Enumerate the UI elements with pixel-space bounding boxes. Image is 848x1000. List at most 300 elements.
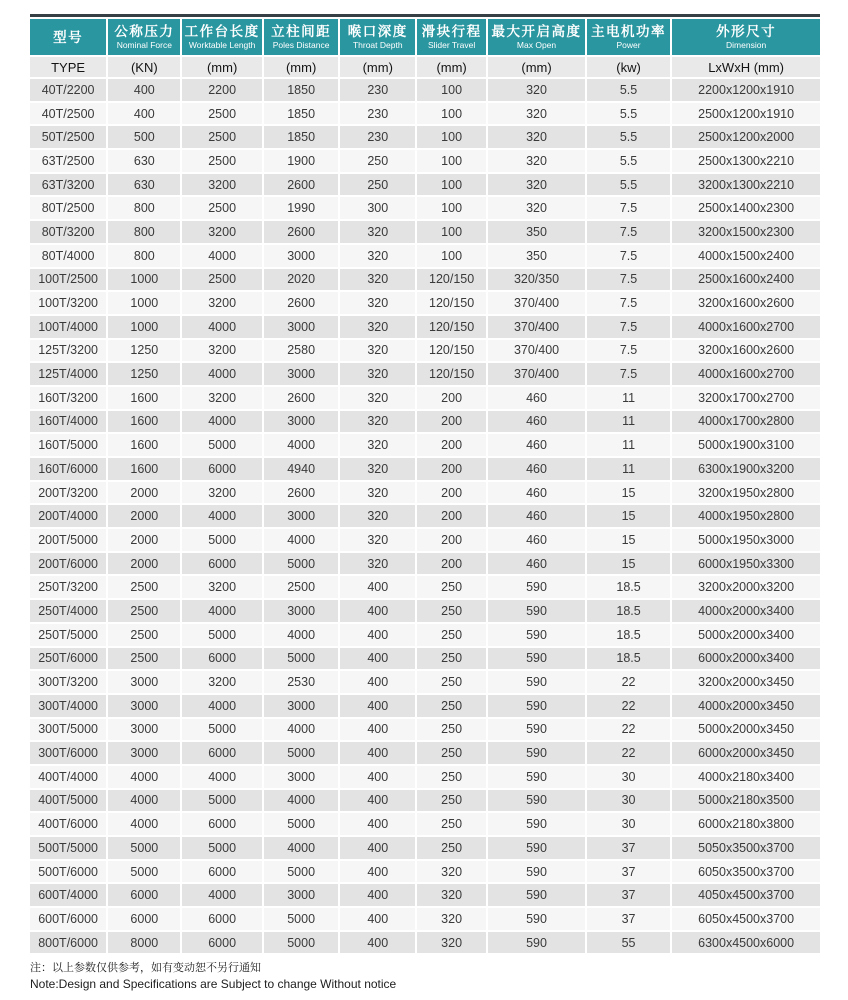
table-row (30, 314, 820, 338)
table-cell: 4050x4500x3700 (672, 882, 820, 906)
table-cell: 5000x2000x3450 (672, 717, 820, 741)
unit-cell: (mm) (417, 55, 488, 77)
table-cell: 320 (340, 267, 417, 291)
table-cell: 3200 (182, 219, 263, 243)
table-cell: 250T/4000 (30, 598, 108, 622)
unit-cell: (mm) (264, 55, 341, 77)
table-row (30, 835, 820, 859)
table-cell: 5000 (182, 622, 263, 646)
table-cell: 160T/3200 (30, 385, 108, 409)
table-cell: 250 (417, 764, 488, 788)
column-header-row (30, 19, 820, 55)
table-cell: 1600 (108, 385, 182, 409)
table-cell: 3000 (264, 764, 341, 788)
table-cell: 6000 (108, 906, 182, 930)
table-cell: 6000 (182, 740, 263, 764)
table-row (30, 101, 820, 125)
table-cell: 5000x1900x3100 (672, 432, 820, 456)
table-cell: 4000 (182, 764, 263, 788)
table-cell: 200 (417, 480, 488, 504)
table-cell: 160T/4000 (30, 409, 108, 433)
table-cell: 5000 (108, 859, 182, 883)
table-cell: 4000 (264, 788, 341, 812)
table-cell: 4000 (182, 882, 263, 906)
table-cell: 320 (340, 409, 417, 433)
column-header-en: Worktable Length (188, 40, 256, 50)
table-row (30, 172, 820, 196)
table-cell: 6000 (108, 882, 182, 906)
table-cell: 350 (488, 219, 587, 243)
table-cell: 3200 (182, 480, 263, 504)
table-cell: 4000x2000x3400 (672, 598, 820, 622)
table-cell: 200 (417, 456, 488, 480)
column-header-en: Dimension (726, 40, 767, 50)
table-row (30, 338, 820, 362)
table-row (30, 551, 820, 575)
table-cell: 320 (488, 101, 587, 125)
table-cell: 2500x1200x1910 (672, 101, 820, 125)
table-cell: 320 (340, 456, 417, 480)
table-cell: 3000 (264, 503, 341, 527)
table-cell: 100T/4000 (30, 314, 108, 338)
table-cell: 2000 (108, 503, 182, 527)
table-cell: 400 (340, 906, 417, 930)
table-cell: 37 (587, 835, 672, 859)
table-cell: 2600 (264, 172, 341, 196)
table-cell: 1850 (264, 101, 341, 125)
table-row (30, 788, 820, 812)
table-cell: 100T/3200 (30, 290, 108, 314)
table-cell: 800 (108, 243, 182, 267)
table-cell: 4000x1950x2800 (672, 503, 820, 527)
table-cell: 320 (340, 385, 417, 409)
table-cell: 460 (488, 456, 587, 480)
table-cell: 250 (417, 811, 488, 835)
table-cell: 3200x1300x2210 (672, 172, 820, 196)
table-cell: 2600 (264, 385, 341, 409)
table-cell: 460 (488, 527, 587, 551)
table-cell: 2500 (182, 195, 263, 219)
table-cell: 320 (340, 503, 417, 527)
table-cell: 400 (340, 740, 417, 764)
table-cell: 6000 (182, 646, 263, 670)
table-row (30, 503, 820, 527)
unit-cell: (kw) (587, 55, 672, 77)
table-cell: 100 (417, 172, 488, 196)
table-cell: 1000 (108, 290, 182, 314)
table-cell: 3000 (108, 693, 182, 717)
table-cell: 1900 (264, 148, 341, 172)
table-cell: 500 (108, 124, 182, 148)
table-cell: 30 (587, 788, 672, 812)
table-cell: 400 (340, 788, 417, 812)
table-cell: 1990 (264, 195, 341, 219)
table-row (30, 456, 820, 480)
table-cell: 590 (488, 882, 587, 906)
table-cell: 250T/3200 (30, 574, 108, 598)
table-cell: 6000x1950x3300 (672, 551, 820, 575)
table-cell: 5000x2000x3400 (672, 622, 820, 646)
table-row (30, 598, 820, 622)
table-cell: 590 (488, 669, 587, 693)
table-cell: 400T/5000 (30, 788, 108, 812)
table-cell: 400T/6000 (30, 811, 108, 835)
table-cell: 3200 (182, 574, 263, 598)
table-row (30, 267, 820, 291)
table-cell: 1600 (108, 409, 182, 433)
table-cell: 5000 (182, 432, 263, 456)
table-cell: 590 (488, 693, 587, 717)
table-cell: 5000x1950x3000 (672, 527, 820, 551)
table-cell: 5000 (264, 740, 341, 764)
table-cell: 400 (340, 693, 417, 717)
table-cell: 200T/3200 (30, 480, 108, 504)
table-cell: 400 (108, 77, 182, 101)
table-cell: 80T/4000 (30, 243, 108, 267)
table-cell: 3000 (108, 669, 182, 693)
table-cell: 3200x2000x3450 (672, 669, 820, 693)
column-header-zh: 外形尺寸 (716, 24, 777, 39)
table-cell: 400 (340, 598, 417, 622)
column-header (672, 19, 820, 55)
column-header-en: Throat Depth (352, 40, 403, 50)
unit-cell: (mm) (340, 55, 417, 77)
table-cell: 590 (488, 598, 587, 622)
table-cell: 15 (587, 480, 672, 504)
table-cell: 250 (417, 717, 488, 741)
top-border-line (30, 14, 820, 17)
table-cell: 4000 (182, 598, 263, 622)
table-cell: 400 (340, 669, 417, 693)
table-cell: 100 (417, 101, 488, 125)
table-cell: 22 (587, 693, 672, 717)
table-row (30, 432, 820, 456)
table-cell: 100 (417, 77, 488, 101)
table-cell: 800 (108, 219, 182, 243)
table-cell: 6300x4500x6000 (672, 930, 820, 954)
table-cell: 6000 (182, 859, 263, 883)
table-cell: 3200x1600x2600 (672, 338, 820, 362)
table-cell: 18.5 (587, 574, 672, 598)
table-cell: 5.5 (587, 172, 672, 196)
table-cell: 37 (587, 859, 672, 883)
table-row (30, 124, 820, 148)
table-cell: 2500x1400x2300 (672, 195, 820, 219)
table-cell: 6000x2000x3450 (672, 740, 820, 764)
table-cell: 3200x1500x2300 (672, 219, 820, 243)
table-cell: 300T/5000 (30, 717, 108, 741)
table-cell: 30 (587, 764, 672, 788)
table-row (30, 385, 820, 409)
table-cell: 590 (488, 930, 587, 954)
column-header (182, 19, 263, 55)
table-cell: 11 (587, 456, 672, 480)
table-cell: 300T/3200 (30, 669, 108, 693)
table-cell: 400 (340, 882, 417, 906)
table-cell: 400 (340, 835, 417, 859)
table-cell: 18.5 (587, 646, 672, 670)
table-cell: 3000 (108, 717, 182, 741)
table-row (30, 717, 820, 741)
table-cell: 320 (340, 480, 417, 504)
table-cell: 6000 (182, 930, 263, 954)
table-cell: 22 (587, 669, 672, 693)
column-header-zh: 喉口深度 (347, 24, 408, 39)
table-cell: 5000 (182, 788, 263, 812)
table-cell: 120/150 (417, 314, 488, 338)
table-cell: 200 (417, 432, 488, 456)
table-cell: 1850 (264, 77, 341, 101)
table-cell: 2530 (264, 669, 341, 693)
table-cell: 320 (488, 124, 587, 148)
table-cell: 3200 (182, 385, 263, 409)
column-header-zh: 工作台长度 (184, 24, 260, 39)
table-cell: 370/400 (488, 361, 587, 385)
table-cell: 590 (488, 622, 587, 646)
table-cell: 300 (340, 195, 417, 219)
table-cell: 250 (417, 740, 488, 764)
table-row (30, 148, 820, 172)
table-cell: 6000 (182, 456, 263, 480)
table-cell: 11 (587, 409, 672, 433)
table-row (30, 764, 820, 788)
table-cell: 2500 (108, 622, 182, 646)
table-cell: 400 (108, 101, 182, 125)
footnotes (30, 961, 820, 992)
table-cell: 400 (340, 646, 417, 670)
table-cell: 2500x1200x2000 (672, 124, 820, 148)
table-cell: 320 (340, 243, 417, 267)
table-cell: 5.5 (587, 124, 672, 148)
table-cell: 460 (488, 503, 587, 527)
table-cell: 2500 (182, 101, 263, 125)
table-cell: 3200x1950x2800 (672, 480, 820, 504)
table-cell: 80T/2500 (30, 195, 108, 219)
table-cell: 600T/4000 (30, 882, 108, 906)
table-cell: 460 (488, 480, 587, 504)
table-cell: 6300x1900x3200 (672, 456, 820, 480)
table-cell: 460 (488, 385, 587, 409)
table-cell: 2020 (264, 267, 341, 291)
table-cell: 1000 (108, 267, 182, 291)
table-cell: 7.5 (587, 219, 672, 243)
table-cell: 320 (488, 77, 587, 101)
table-cell: 100 (417, 148, 488, 172)
column-header-zh: 公称压力 (114, 24, 175, 39)
table-cell: 18.5 (587, 622, 672, 646)
table-cell: 5000 (182, 835, 263, 859)
table-cell: 15 (587, 527, 672, 551)
table-cell: 590 (488, 859, 587, 883)
table-cell: 250T/5000 (30, 622, 108, 646)
table-cell: 370/400 (488, 290, 587, 314)
table-cell: 200 (417, 527, 488, 551)
table-cell: 37 (587, 906, 672, 930)
table-row (30, 409, 820, 433)
spec-table (30, 19, 820, 953)
table-row (30, 195, 820, 219)
table-cell: 800 (108, 195, 182, 219)
table-cell: 7.5 (587, 314, 672, 338)
table-cell: 4000 (264, 527, 341, 551)
table-cell: 250 (417, 646, 488, 670)
table-cell: 320 (340, 219, 417, 243)
column-header-zh: 主电机功率 (591, 24, 667, 39)
table-cell: 125T/3200 (30, 338, 108, 362)
table-cell: 6050x3500x3700 (672, 859, 820, 883)
column-header (417, 19, 488, 55)
table-cell: 400 (340, 622, 417, 646)
table-row (30, 77, 820, 101)
table-cell: 6000 (182, 811, 263, 835)
table-cell: 160T/6000 (30, 456, 108, 480)
table-cell: 4000 (108, 788, 182, 812)
table-cell: 2200 (182, 77, 263, 101)
table-cell: 3200x1600x2600 (672, 290, 820, 314)
table-cell: 3000 (108, 740, 182, 764)
table-cell: 200 (417, 409, 488, 433)
table-row (30, 243, 820, 267)
table-cell: 4000x1500x2400 (672, 243, 820, 267)
table-cell: 4000 (108, 811, 182, 835)
table-cell: 4000 (108, 764, 182, 788)
table-cell: 5000 (264, 811, 341, 835)
table-cell: 500T/6000 (30, 859, 108, 883)
table-cell: 590 (488, 717, 587, 741)
table-cell: 2000 (108, 480, 182, 504)
column-header-zh: 最大开启高度 (491, 24, 582, 39)
table-cell: 250 (417, 598, 488, 622)
column-header (108, 19, 182, 55)
table-cell: 4000 (182, 243, 263, 267)
table-row (30, 882, 820, 906)
table-cell: 350 (488, 243, 587, 267)
table-cell: 4000 (182, 361, 263, 385)
table-cell: 6000 (182, 551, 263, 575)
table-cell: 250 (417, 788, 488, 812)
table-cell: 320 (488, 195, 587, 219)
table-row (30, 859, 820, 883)
table-cell: 1600 (108, 432, 182, 456)
table-cell: 160T/5000 (30, 432, 108, 456)
table-cell: 11 (587, 385, 672, 409)
table-cell: 3000 (264, 409, 341, 433)
table-cell: 250T/6000 (30, 646, 108, 670)
table-cell: 2500 (182, 148, 263, 172)
column-header-en: Poles Distance (272, 40, 330, 50)
table-row (30, 811, 820, 835)
table-cell: 320 (340, 361, 417, 385)
table-cell: 320 (488, 172, 587, 196)
table-cell: 3200 (182, 172, 263, 196)
table-cell: 250 (417, 835, 488, 859)
table-cell: 4000x1700x2800 (672, 409, 820, 433)
table-cell: 4000 (264, 622, 341, 646)
table-cell: 22 (587, 740, 672, 764)
table-cell: 630 (108, 172, 182, 196)
table-cell: 2500 (108, 598, 182, 622)
table-cell: 400 (340, 574, 417, 598)
table-cell: 3000 (264, 314, 341, 338)
table-cell: 7.5 (587, 267, 672, 291)
spec-table-body (30, 77, 820, 953)
column-header (587, 19, 672, 55)
table-row (30, 480, 820, 504)
table-cell: 590 (488, 740, 587, 764)
table-cell: 400 (340, 930, 417, 954)
table-cell: 2500 (108, 574, 182, 598)
table-cell: 2200x1200x1910 (672, 77, 820, 101)
table-cell: 1000 (108, 314, 182, 338)
table-cell: 7.5 (587, 338, 672, 362)
table-cell: 600T/6000 (30, 906, 108, 930)
table-cell: 120/150 (417, 338, 488, 362)
table-row (30, 740, 820, 764)
table-cell: 4000 (264, 835, 341, 859)
table-cell: 2500 (108, 646, 182, 670)
table-cell: 230 (340, 124, 417, 148)
table-cell: 8000 (108, 930, 182, 954)
table-row (30, 930, 820, 954)
table-cell: 5000 (182, 717, 263, 741)
table-cell: 630 (108, 148, 182, 172)
table-cell: 320 (488, 148, 587, 172)
table-cell: 200T/6000 (30, 551, 108, 575)
table-cell: 320 (340, 290, 417, 314)
table-cell: 1250 (108, 361, 182, 385)
table-cell: 4000 (264, 717, 341, 741)
table-cell: 320 (417, 906, 488, 930)
unit-cell: (mm) (488, 55, 587, 77)
table-cell: 4000 (264, 432, 341, 456)
table-cell: 7.5 (587, 290, 672, 314)
table-cell: 6050x4500x3700 (672, 906, 820, 930)
table-cell: 320 (340, 338, 417, 362)
table-cell: 5000 (264, 646, 341, 670)
table-cell: 5.5 (587, 77, 672, 101)
table-cell: 2500 (182, 267, 263, 291)
table-cell: 120/150 (417, 290, 488, 314)
table-cell: 300T/4000 (30, 693, 108, 717)
column-header-zh: 立柱间距 (271, 24, 332, 39)
table-cell: 250 (417, 669, 488, 693)
table-cell: 460 (488, 409, 587, 433)
table-cell: 250 (417, 622, 488, 646)
table-cell: 200 (417, 503, 488, 527)
table-cell: 320 (417, 930, 488, 954)
table-cell: 4000 (182, 314, 263, 338)
table-cell: 400 (340, 859, 417, 883)
table-cell: 1850 (264, 124, 341, 148)
table-cell: 400 (340, 717, 417, 741)
table-cell: 18.5 (587, 598, 672, 622)
table-cell: 3200 (182, 338, 263, 362)
table-cell: 590 (488, 811, 587, 835)
table-cell: 230 (340, 77, 417, 101)
table-cell: 4000x2180x3400 (672, 764, 820, 788)
table-cell: 320 (340, 527, 417, 551)
table-cell: 30 (587, 811, 672, 835)
table-cell: 3200 (182, 290, 263, 314)
table-cell: 100 (417, 219, 488, 243)
table-cell: 200T/4000 (30, 503, 108, 527)
table-cell: 500T/5000 (30, 835, 108, 859)
table-cell: 100T/2500 (30, 267, 108, 291)
table-cell: 63T/3200 (30, 172, 108, 196)
table-cell: 590 (488, 764, 587, 788)
table-row (30, 219, 820, 243)
table-cell: 100 (417, 243, 488, 267)
